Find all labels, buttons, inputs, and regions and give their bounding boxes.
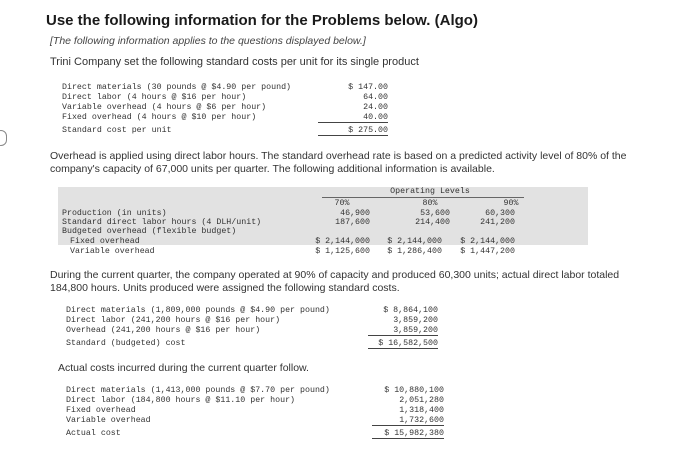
act-value-total: $ 15,982,380 xyxy=(372,429,444,439)
asg-label-2: Direct labor (241,200 hours @ $16 per hour) xyxy=(66,316,281,325)
ol-dlh-70: 187,600 xyxy=(335,218,370,227)
ol-variable-90: $ 1,447,200 xyxy=(460,247,515,256)
asg-label-3: Overhead (241,200 hours @ $16 per hour) xyxy=(66,326,261,335)
asg-label-total: Standard (budgeted) cost xyxy=(66,339,186,348)
intro-text: Trini Company set the following standard costs per unit for its single product xyxy=(50,56,419,68)
act-value-4: 1,732,600 xyxy=(372,416,444,426)
page-title: Use the following information for the Problems below. (Algo) xyxy=(46,12,478,29)
std-value-3: 24.00 xyxy=(363,103,388,112)
std-label-4: Fixed overhead (4 hours @ $10 per hour) xyxy=(62,113,257,122)
ol-variable-70: $ 1,125,600 xyxy=(315,247,370,256)
ol-dlh-90: 241,200 xyxy=(480,218,515,227)
col-70: 70% xyxy=(334,199,350,208)
ol-label-fixed: Fixed overhead xyxy=(70,237,140,246)
asg-value-3: 3,859,200 xyxy=(368,326,438,336)
operating-levels-header: Operating Levels xyxy=(390,187,470,196)
act-label-total: Actual cost xyxy=(66,429,121,438)
ol-dlh-80: 214,400 xyxy=(415,218,450,227)
act-label-3: Fixed overhead xyxy=(66,406,136,415)
act-value-3: 1,318,400 xyxy=(399,406,444,415)
ol-production-80: 53,600 xyxy=(420,209,450,218)
ol-production-90: 60,300 xyxy=(485,209,515,218)
std-label-total: Standard cost per unit xyxy=(62,126,172,135)
header-rule xyxy=(322,197,524,198)
actual-costs-intro: Actual costs incurred during the current quarter follow. xyxy=(58,362,309,374)
asg-value-2: 3,859,200 xyxy=(393,316,438,325)
ol-label-production: Production (in units) xyxy=(62,209,167,218)
ol-label-budgeted: Budgeted overhead (flexible budget) xyxy=(62,227,237,236)
std-value-4: 40.00 xyxy=(318,113,388,123)
col-90: 90% xyxy=(503,199,519,208)
col-80: 80% xyxy=(422,199,438,208)
ol-label-dlh: Standard direct labor hours (4 DLH/unit) xyxy=(62,218,262,227)
ol-fixed-70: $ 2,144,000 xyxy=(315,237,370,246)
asg-label-1: Direct materials (1,809,000 pounds @ $4.90 per pound) xyxy=(66,306,330,315)
asg-value-1: $ 8,864,100 xyxy=(383,306,438,315)
act-value-2: 2,051,280 xyxy=(399,396,444,405)
ol-fixed-90: $ 2,144,000 xyxy=(460,237,515,246)
ol-label-variable: Variable overhead xyxy=(70,247,155,256)
act-value-1: $ 10,880,100 xyxy=(384,386,444,395)
std-label-1: Direct materials (30 pounds @ $4.90 per pound) xyxy=(62,83,292,92)
std-label-2: Direct labor (4 hours @ $16 per hour) xyxy=(62,93,247,102)
std-value-total: $ 275.00 xyxy=(318,126,388,136)
current-quarter-paragraph: During the current quarter, the company operated at 90% of capacity and produced 60,300 units; actual direct labor totaled 184,800 hours. Units produced were assigned the following standard costs. xyxy=(50,269,620,294)
std-value-2: 64.00 xyxy=(363,93,388,102)
scroll-edge-marker xyxy=(0,130,7,146)
std-value-1: $ 147.00 xyxy=(348,83,388,92)
asg-value-total: $ 16,582,500 xyxy=(368,339,438,349)
std-label-3: Variable overhead (4 hours @ $6 per hour) xyxy=(62,103,267,112)
act-label-1: Direct materials (1,413,000 pounds @ $7.70 per pound) xyxy=(66,386,330,395)
ol-fixed-80: $ 2,144,000 xyxy=(387,237,442,246)
subtitle: [The following information applies to the questions displayed below.] xyxy=(50,35,366,47)
overhead-paragraph: Overhead is applied using direct labor hours. The standard overhead rate is based on a predicted activity level of 80% of the company's capacity of 67,000 units per quarter. The following additional information is available. xyxy=(50,150,627,175)
ol-variable-80: $ 1,286,400 xyxy=(387,247,442,256)
act-label-2: Direct labor (184,800 hours @ $11.10 per hour) xyxy=(66,396,296,405)
ol-production-70: 46,900 xyxy=(340,209,370,218)
act-label-4: Variable overhead xyxy=(66,416,151,425)
